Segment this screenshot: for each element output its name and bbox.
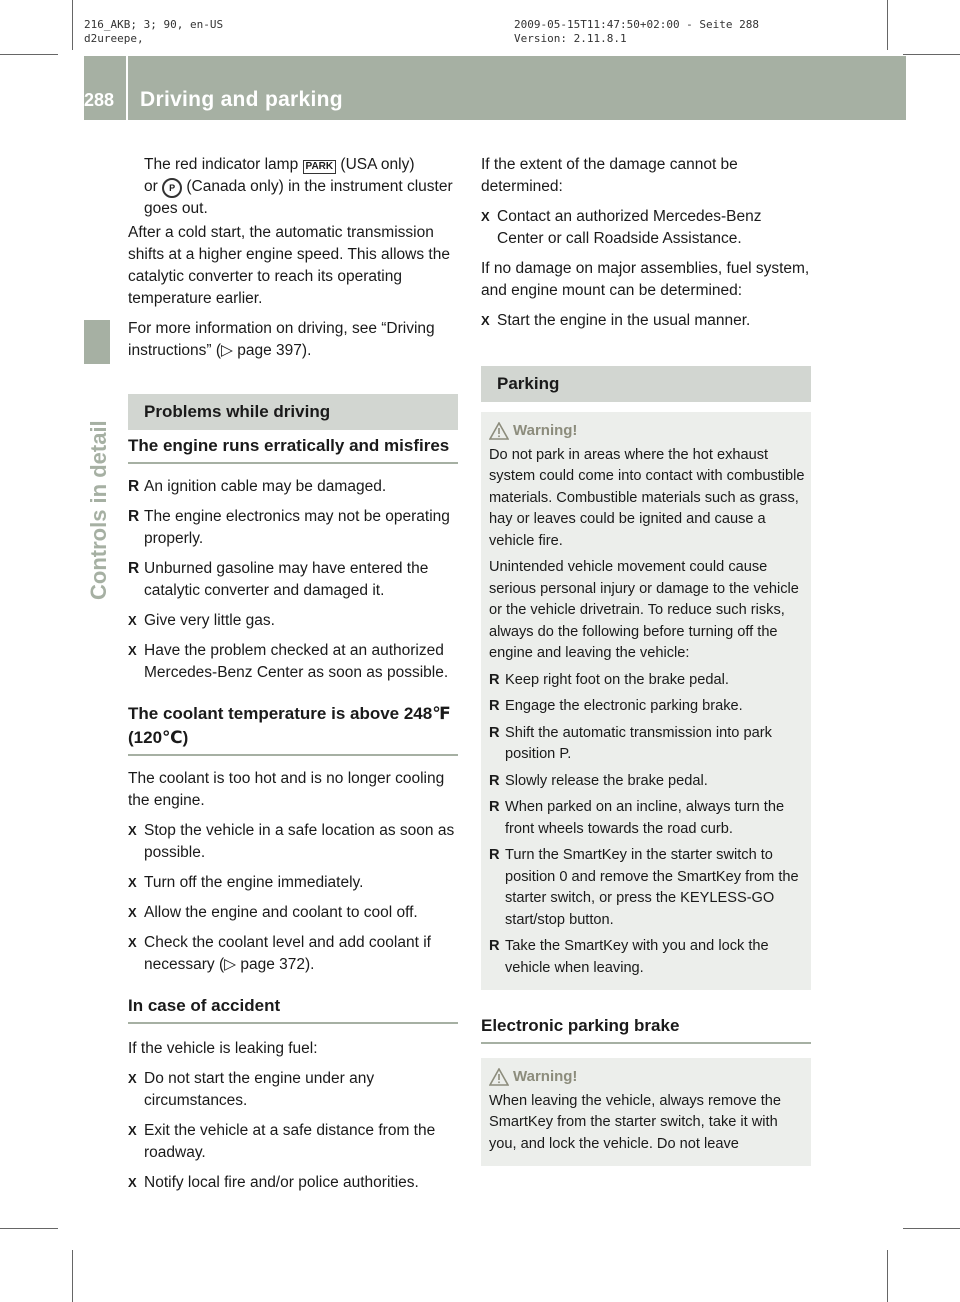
meta-text: 2009-05-15T11:47:50+02:00 - Seite 288 bbox=[514, 18, 760, 31]
bullet-icon: R bbox=[128, 508, 140, 525]
bullet-icon: R bbox=[489, 698, 500, 714]
crop-mark bbox=[0, 1228, 58, 1229]
page-number: 288 bbox=[84, 90, 115, 110]
subheading-electronic-parking-brake: Electronic parking brake bbox=[481, 1014, 811, 1044]
subheading-coolant: The coolant temperature is above 248℉ (120℃) bbox=[128, 702, 458, 756]
crop-mark bbox=[903, 54, 960, 55]
bullet-icon: R bbox=[489, 938, 500, 954]
action-arrow-icon: X bbox=[128, 935, 137, 950]
list-item: R Unburned gasoline may have entered the catalytic converter and damaged it. bbox=[128, 560, 429, 599]
paragraph: If the extent of the damage cannot be determined: bbox=[481, 156, 738, 195]
parking-brake-indicator-icon: P bbox=[162, 178, 182, 198]
text: or bbox=[144, 178, 163, 195]
bullet-icon: R bbox=[489, 847, 500, 863]
left-column bbox=[128, 154, 458, 1202]
action-item: X Stop the vehicle in a safe location as soon as possible. bbox=[128, 822, 455, 861]
action-item: X Exit the vehicle at a safe distance from the roadway. bbox=[128, 1122, 436, 1161]
warning-text: When leaving the vehicle, always remove the SmartKey from the starter switch, take it with you, and lock the vehicle. Do not leave bbox=[489, 1092, 782, 1152]
action-arrow-icon: X bbox=[128, 905, 137, 920]
action-arrow-icon: X bbox=[128, 823, 137, 838]
section-header-problems: Problems while driving bbox=[128, 394, 458, 430]
crop-mark bbox=[72, 1250, 73, 1302]
action-item: X Notify local fire and/or police authorities. bbox=[128, 1172, 458, 1194]
crop-mark bbox=[887, 1250, 888, 1302]
reference-arrow-icon: ▷ bbox=[221, 342, 233, 359]
list-item: R Engage the electronic parking brake. bbox=[489, 696, 805, 718]
warning-label: Warning! bbox=[513, 1068, 578, 1085]
page-title: Driving and parking bbox=[140, 88, 343, 111]
section-header-parking: Parking bbox=[481, 366, 811, 402]
bullet-icon: R bbox=[489, 724, 500, 741]
action-arrow-icon: X bbox=[128, 1071, 137, 1086]
action-arrow-icon: X bbox=[481, 313, 490, 328]
action-item: X Do not start the engine under any circumstances. bbox=[128, 1070, 375, 1109]
paragraph: For more information on driving, see “Driving instructions” (▷ page 397). bbox=[128, 320, 435, 359]
print-meta-left bbox=[84, 18, 223, 46]
crop-mark bbox=[903, 1228, 960, 1229]
paragraph: If no damage on major assemblies, fuel system, and engine mount can be determined: bbox=[481, 260, 810, 299]
action-arrow-icon: X bbox=[128, 643, 137, 658]
bullet-icon: R bbox=[489, 799, 500, 815]
list-item: R Turn the SmartKey in the starter switch to position 0 and remove the SmartKey from the starter switch, or press the KEYLESS-GO start/stop button. bbox=[489, 847, 799, 928]
paragraph: After a cold start, the automatic transmission shifts at a higher engine speed. This allows the catalytic converter to reach its operating temperature earlier. bbox=[128, 224, 450, 307]
paragraph: If the vehicle is leaking fuel: bbox=[128, 1040, 318, 1057]
sidebar-tab bbox=[84, 320, 110, 364]
action-item: X Start the engine in the usual manner. bbox=[481, 310, 811, 332]
list-item: R Take the SmartKey with you and lock the vehicle when leaving. bbox=[489, 938, 769, 976]
list-item: R Shift the automatic transmission into park position P. bbox=[489, 724, 772, 762]
action-arrow-icon: X bbox=[128, 1123, 137, 1138]
action-item: X Have the problem checked at an authorized Mercedes-Benz Center as soon as possible. bbox=[128, 642, 449, 681]
action-arrow-icon: X bbox=[128, 613, 137, 628]
paragraph: The coolant is too hot and is no longer cooling the engine. bbox=[128, 770, 445, 809]
warning-label: Warning! bbox=[513, 422, 578, 439]
subheading-engine-misfires: The engine runs erratically and misfires bbox=[128, 434, 458, 464]
list-item: R Keep right foot on the brake pedal. bbox=[489, 670, 805, 692]
header-divider bbox=[126, 56, 128, 120]
action-item: X Give very little gas. bbox=[128, 610, 458, 632]
sidebar-label: Controls in detail bbox=[86, 420, 111, 600]
intro-paragraph bbox=[128, 154, 458, 220]
text: The red indicator lamp bbox=[144, 156, 303, 173]
list-item: R Slowly release the brake pedal. bbox=[489, 771, 805, 793]
list-item: R The engine electronics may not be operating properly. bbox=[128, 508, 450, 547]
park-indicator-icon: PARK bbox=[303, 160, 337, 174]
warning-triangle-icon bbox=[489, 1068, 509, 1086]
print-meta-right bbox=[514, 18, 759, 46]
list-item: R An ignition cable may be damaged. bbox=[128, 476, 458, 498]
meta-text: Version: 2.11.8.1 bbox=[514, 32, 627, 45]
action-arrow-icon: X bbox=[128, 1175, 137, 1190]
action-item: X Contact an authorized Mercedes-Benz Center or call Roadside Assistance. bbox=[481, 208, 762, 247]
bullet-icon: R bbox=[128, 478, 140, 495]
crop-mark bbox=[0, 54, 58, 55]
warning-heading bbox=[489, 1066, 805, 1088]
warning-box bbox=[481, 412, 811, 990]
warning-box bbox=[481, 1058, 811, 1166]
action-item: X Check the coolant level and add coolant if necessary (▷ page 372). bbox=[128, 934, 431, 973]
action-arrow-icon: X bbox=[481, 209, 490, 224]
warning-triangle-icon bbox=[489, 422, 509, 440]
action-arrow-icon: X bbox=[128, 875, 137, 890]
text: (Canada only) in the instrument cluster goes out. bbox=[144, 178, 453, 217]
right-column bbox=[481, 154, 811, 1166]
list-item: R When parked on an incline, always turn the front wheels towards the road curb. bbox=[489, 799, 785, 837]
bullet-icon: R bbox=[128, 560, 140, 577]
action-item: X Allow the engine and coolant to cool off. bbox=[128, 902, 458, 924]
warning-text: Do not park in areas where the hot exhaust system could come into contact with combustible materials. Combustible materials such as grass, hay or leaves could be ignited and cause a vehicle fire. bbox=[489, 446, 805, 549]
subheading-accident: In case of accident bbox=[128, 994, 458, 1024]
crop-mark bbox=[72, 0, 73, 50]
warning-heading bbox=[489, 420, 805, 442]
action-item: X Turn off the engine immediately. bbox=[128, 872, 458, 894]
bullet-icon: R bbox=[489, 671, 500, 688]
bullet-icon: R bbox=[489, 772, 500, 789]
crop-mark bbox=[887, 0, 888, 50]
warning-text: Unintended vehicle movement could cause serious personal injury or damage to the vehicle or the vehicle drivetrain. To reduce such risks, always do the following before turning off the engine and leaving the vehicle: bbox=[489, 559, 799, 661]
meta-text: d2ureepe, bbox=[84, 32, 144, 45]
meta-text: 216_AKB; 3; 90, en-US bbox=[84, 18, 224, 31]
text: (USA only) bbox=[336, 156, 415, 173]
